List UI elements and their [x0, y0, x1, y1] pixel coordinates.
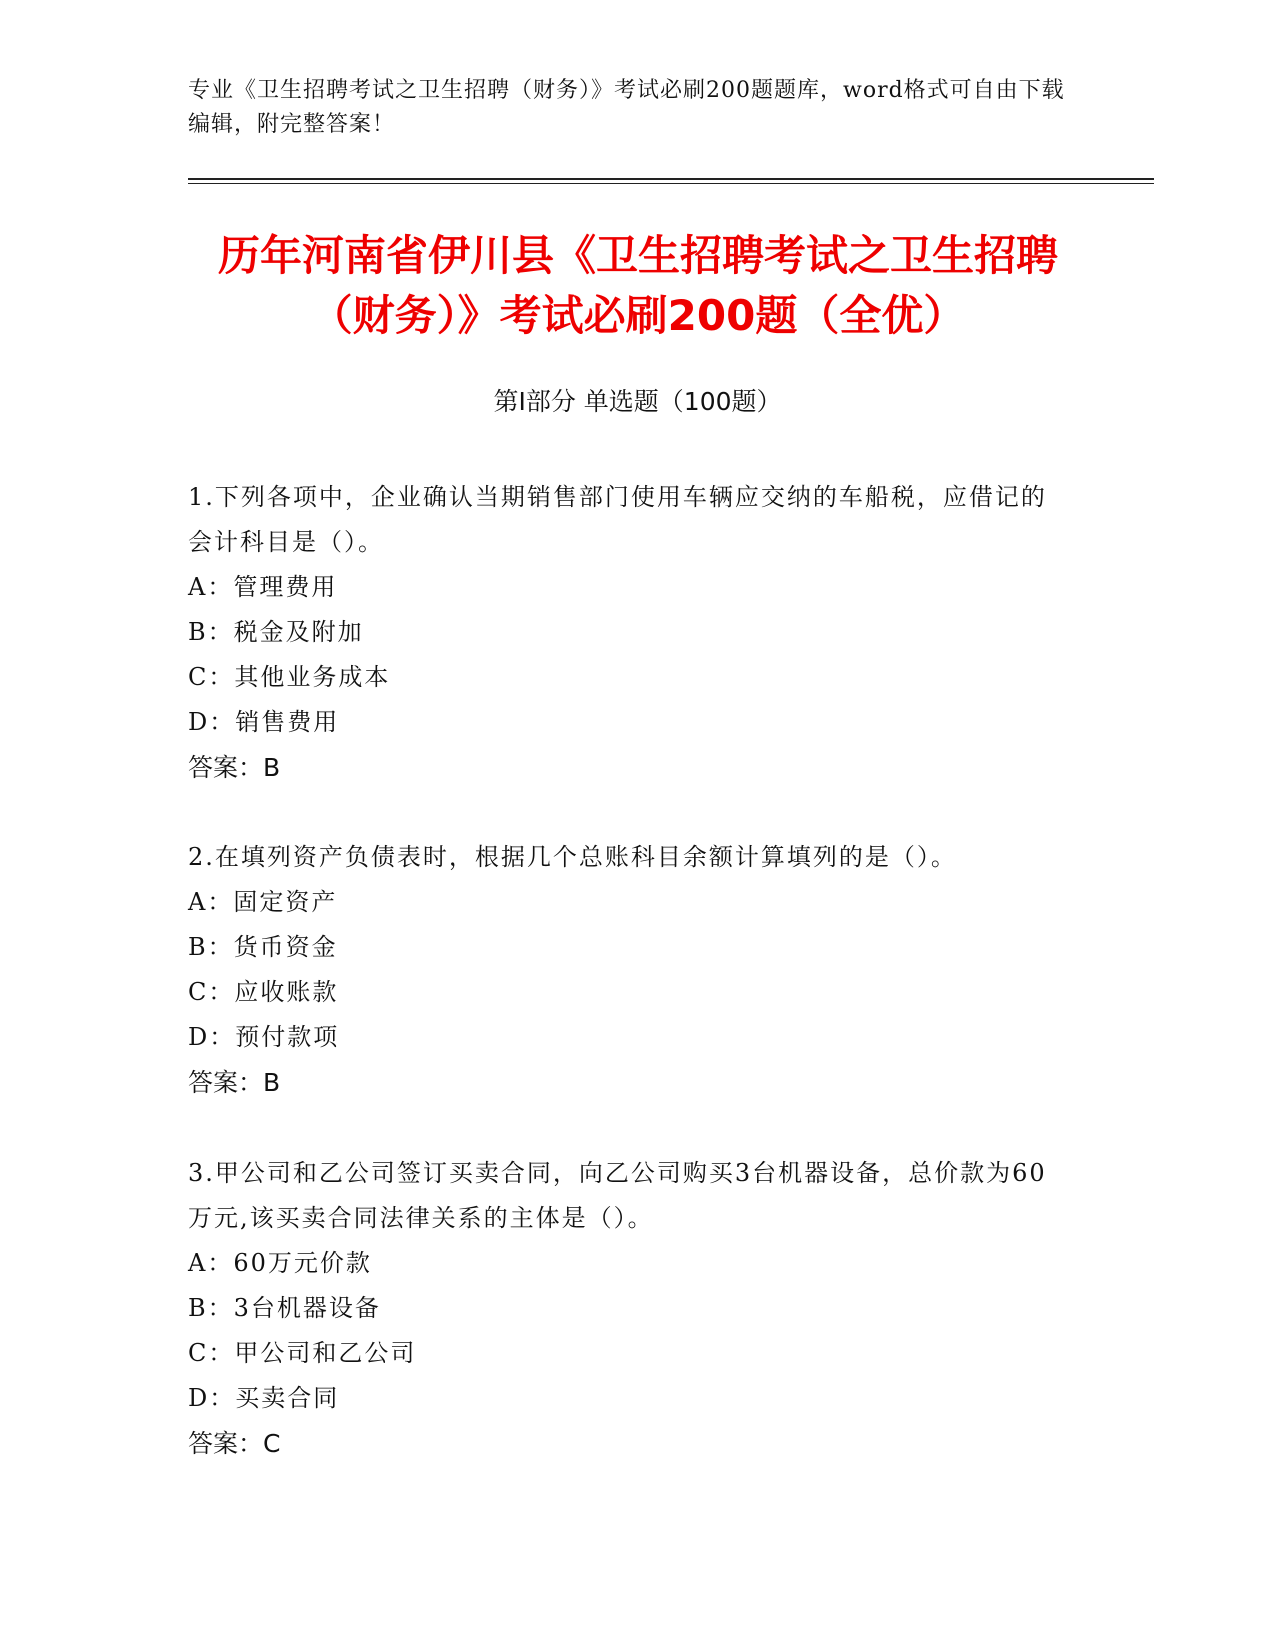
option-b: B：货币资金	[188, 933, 338, 961]
answer-line: 答案：B	[188, 753, 281, 782]
question-block	[188, 1151, 1068, 1466]
option-a: A：管理费用	[188, 573, 338, 601]
question-stem: 2.在填列资产负债表时，根据几个总账科目余额计算填列的是（）。	[188, 843, 957, 871]
header-rule-thick	[188, 178, 1154, 180]
header-rule-thin	[188, 183, 1154, 184]
answer-line: 答案：C	[188, 1429, 281, 1458]
question-stem: 1.下列各项中，企业确认当期销售部门使用车辆应交纳的车船税，应借记的会计科目是（）。	[188, 483, 1047, 556]
question-block	[188, 835, 1068, 1105]
question-stem: 3.甲公司和乙公司签订买卖合同，向乙公司购买3台机器设备，总价款为60万元,该买卖合同法律关系的主体是（）。	[188, 1159, 1047, 1232]
document-title: 历年河南省伊川县《卫生招聘考试之卫生招聘（财务）》考试必刷200题（全优）	[217, 231, 1058, 340]
option-b: B：3台机器设备	[188, 1294, 381, 1322]
option-a: A：固定资产	[188, 888, 338, 916]
answer-line: 答案：B	[188, 1068, 281, 1097]
option-b: B：税金及附加	[188, 618, 364, 646]
section-title: 第Ⅰ部分 单选题（100题）	[493, 387, 782, 416]
option-d: D：买卖合同	[188, 1384, 340, 1412]
option-c: C：甲公司和乙公司	[188, 1339, 417, 1367]
header-note: 专业《卫生招聘考试之卫生招聘（财务）》考试必刷200题题库，word格式可自由下载编辑，附完整答案！	[188, 78, 1065, 137]
option-d: D：预付款项	[188, 1023, 340, 1051]
option-a: A：60万元价款	[188, 1249, 372, 1277]
option-c: C：其他业务成本	[188, 663, 391, 691]
option-d: D：销售费用	[188, 708, 340, 736]
option-c: C：应收账款	[188, 978, 339, 1006]
question-block	[188, 475, 1068, 790]
